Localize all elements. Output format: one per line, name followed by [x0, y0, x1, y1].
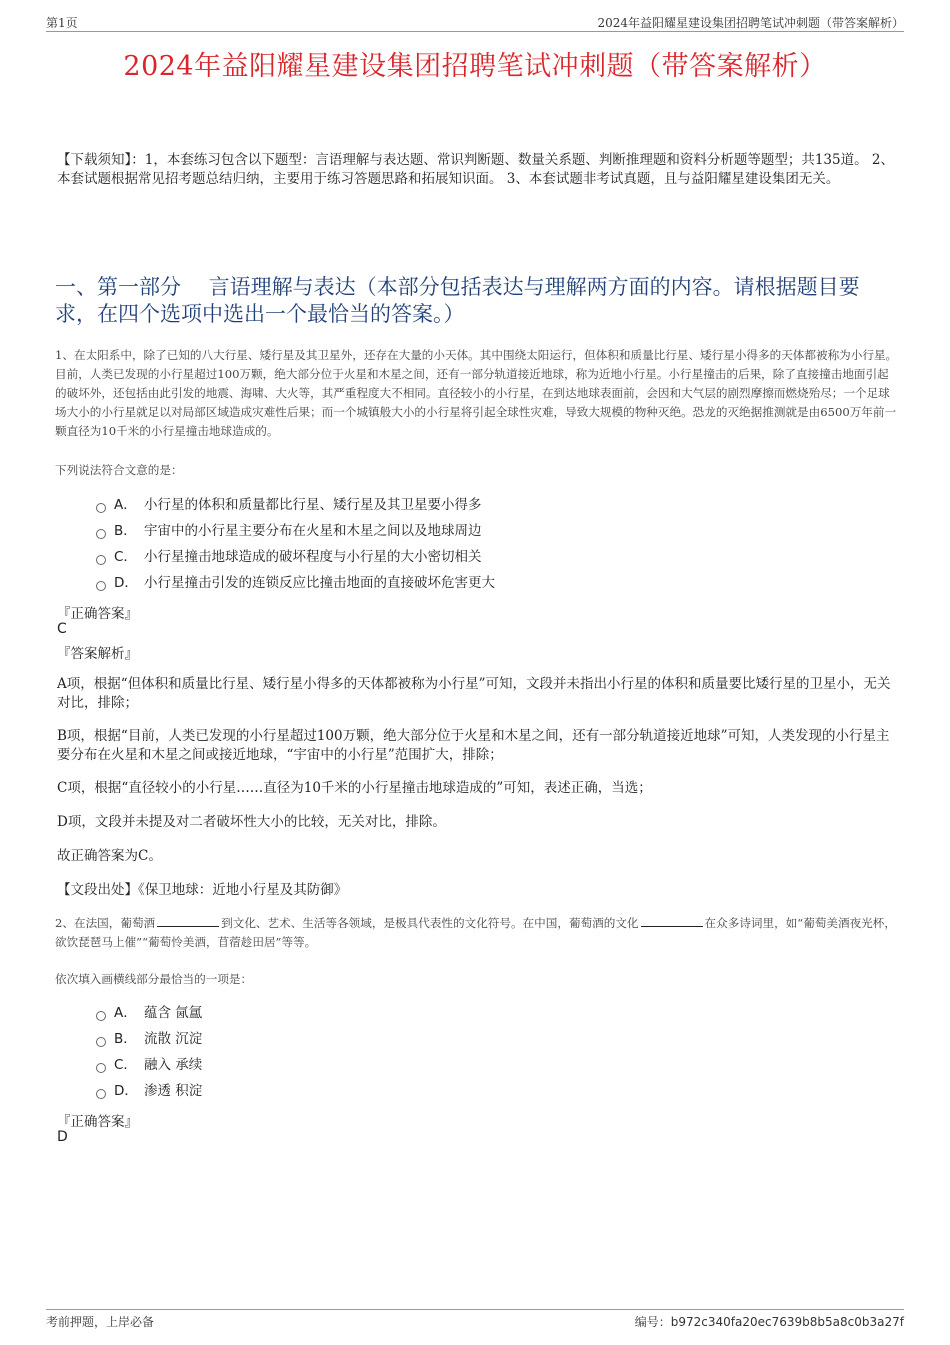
- question-1-passage: 1、在太阳系中，除了已知的八大行星、矮行星及其卫星外，还存在大量的小天体。其中围绕太阳运行，但体积和质量比行星、矮行星小得多的天体都被称为小行星。目前，人类已发现的小行星超过100万颗，绝大部分位于火星和木星之间，还有一部分轨道接近地球，称为近地小行星。小行星撞击的后果，除了直接撞击地面引起的破坏外，还包括由此引发的地震、海啸、大火等，其严重程度大不相同。直径较小的小行星，在到达地球表面前，会因和大气层的剧烈摩擦而燃烧殆尽；一个足球场大小的小行星就足以对局部区域造成灾难性后果；而一个城镇般大小的小行星将引起全球性灾难，导致大规模的物种灭绝。恐龙的灭绝据推测就是由6500万年前一颗直径为10千米的小行星撞击地球造成的。: [55, 348, 898, 438]
- question-2-answer-label: 『正确答案』: [57, 1114, 138, 1130]
- fill-blank-1: [157, 915, 219, 927]
- section-heading: 一、第一部分 言语理解与表达（本部分包括表达与理解两方面的内容。请根据题目要求，在四个选项中选出一个最恰当的答案。）: [55, 275, 860, 326]
- analysis-paragraph: A项，根据“但体积和质量比行星、矮行星小得多的天体都被称为小行星”可知，文段并未指出小行星的体积和质量要比矮行星的卫星小，无关对比，排除；: [57, 676, 891, 711]
- radio-icon[interactable]: [96, 581, 106, 591]
- question-2-option-c[interactable]: C． 融入 承续: [96, 1055, 202, 1075]
- radio-icon[interactable]: [96, 529, 106, 539]
- header-divider: [46, 31, 904, 32]
- fill-blank-2: [641, 915, 703, 927]
- question-2-passage: 2、在法国，葡萄酒 到文化、艺术、生活等各领域，是极具代表性的文化符号。在中国，葡萄酒的文化 在众多诗词里，如“葡萄美酒夜光杯，欲饮琵琶马上催”“葡萄怜美酒，苜蓿趁田居”等等。: [55, 916, 896, 949]
- radio-icon[interactable]: [96, 555, 106, 565]
- question-2-option-a[interactable]: A． 蕴含 氤氲: [96, 1003, 202, 1023]
- question-2-option-d[interactable]: D． 渗透 积淀: [96, 1081, 202, 1101]
- question-2-prompt: 依次填入画横线部分最恰当的一项是：: [55, 972, 253, 986]
- analysis-paragraph: C项，根据“直径较小的小行星……直径为10千米的小行星撞击地球造成的”可知，表述正确，当选；: [57, 780, 652, 796]
- analysis-paragraph: B项，根据“目前，人类已发现的小行星超过100万颗，绝大部分位于火星和木星之间，还有一部分轨道接近地球”可知，人类发现的小行星主要分布在火星和木星之间或接近地球，“宇宙中的小行星”范围扩大，排除；: [57, 728, 890, 763]
- radio-icon[interactable]: [96, 1063, 106, 1073]
- page-number: 第1页: [46, 16, 78, 30]
- radio-icon[interactable]: [96, 1011, 106, 1021]
- question-2-answer: D: [57, 1129, 68, 1145]
- question-1-option-c[interactable]: C． 小行星撞击地球造成的破坏程度与小行星的大小密切相关: [96, 547, 482, 567]
- question-1-analysis-label: 『答案解析』: [57, 646, 138, 662]
- question-1-option-a[interactable]: A． 小行星的体积和质量都比行星、矮行星及其卫星要小得多: [96, 495, 482, 515]
- radio-icon[interactable]: [96, 1037, 106, 1047]
- question-1-option-d[interactable]: D． 小行星撞击引发的连锁反应比撞击地面的直接破坏危害更大: [96, 573, 495, 593]
- footer-slogan: 考前押题，上岸必备: [46, 1315, 155, 1329]
- analysis-conclusion: 故正确答案为C。: [57, 848, 162, 864]
- question-2-option-b[interactable]: B． 流散 沉淀: [96, 1029, 202, 1049]
- download-notice: 【下载须知】：1，本套练习包含以下题型：言语理解与表达题、常识判断题、数量关系题、判断推理题和资料分析题等题型；共135道。 2、本套试题根据常见招考题总结归纳，主要用于练习答题思路和拓展知识面。 3、本套试题非考试真题，且与益阳耀星建设集团无关。: [57, 152, 894, 187]
- document-id: 编号：b972c340fa20ec7639b8b5a8c0b3a27f: [634, 1315, 904, 1329]
- page-header: [46, 14, 904, 30]
- page-title: 2024年益阳耀星建设集团招聘笔试冲刺题（带答案解析）: [123, 51, 827, 82]
- page-footer: [46, 1313, 904, 1329]
- passage-source: 【文段出处】《保卫地球：近地小行星及其防御》: [57, 882, 348, 898]
- question-1-prompt: 下列说法符合文意的是：: [55, 463, 183, 477]
- footer-divider: [46, 1309, 904, 1310]
- question-1-answer: C: [57, 621, 67, 637]
- radio-icon[interactable]: [96, 503, 106, 513]
- radio-icon[interactable]: [96, 1089, 106, 1099]
- question-1-answer-label: 『正确答案』: [57, 606, 138, 622]
- header-doc-title: 2024年益阳耀星建设集团招聘笔试冲刺题（带答案解析）: [597, 16, 904, 30]
- question-1-option-b[interactable]: B． 宇宙中的小行星主要分布在火星和木星之间以及地球周边: [96, 521, 482, 541]
- analysis-paragraph: D项，文段并未提及对二者破坏性大小的比较，无关对比，排除。: [57, 814, 446, 830]
